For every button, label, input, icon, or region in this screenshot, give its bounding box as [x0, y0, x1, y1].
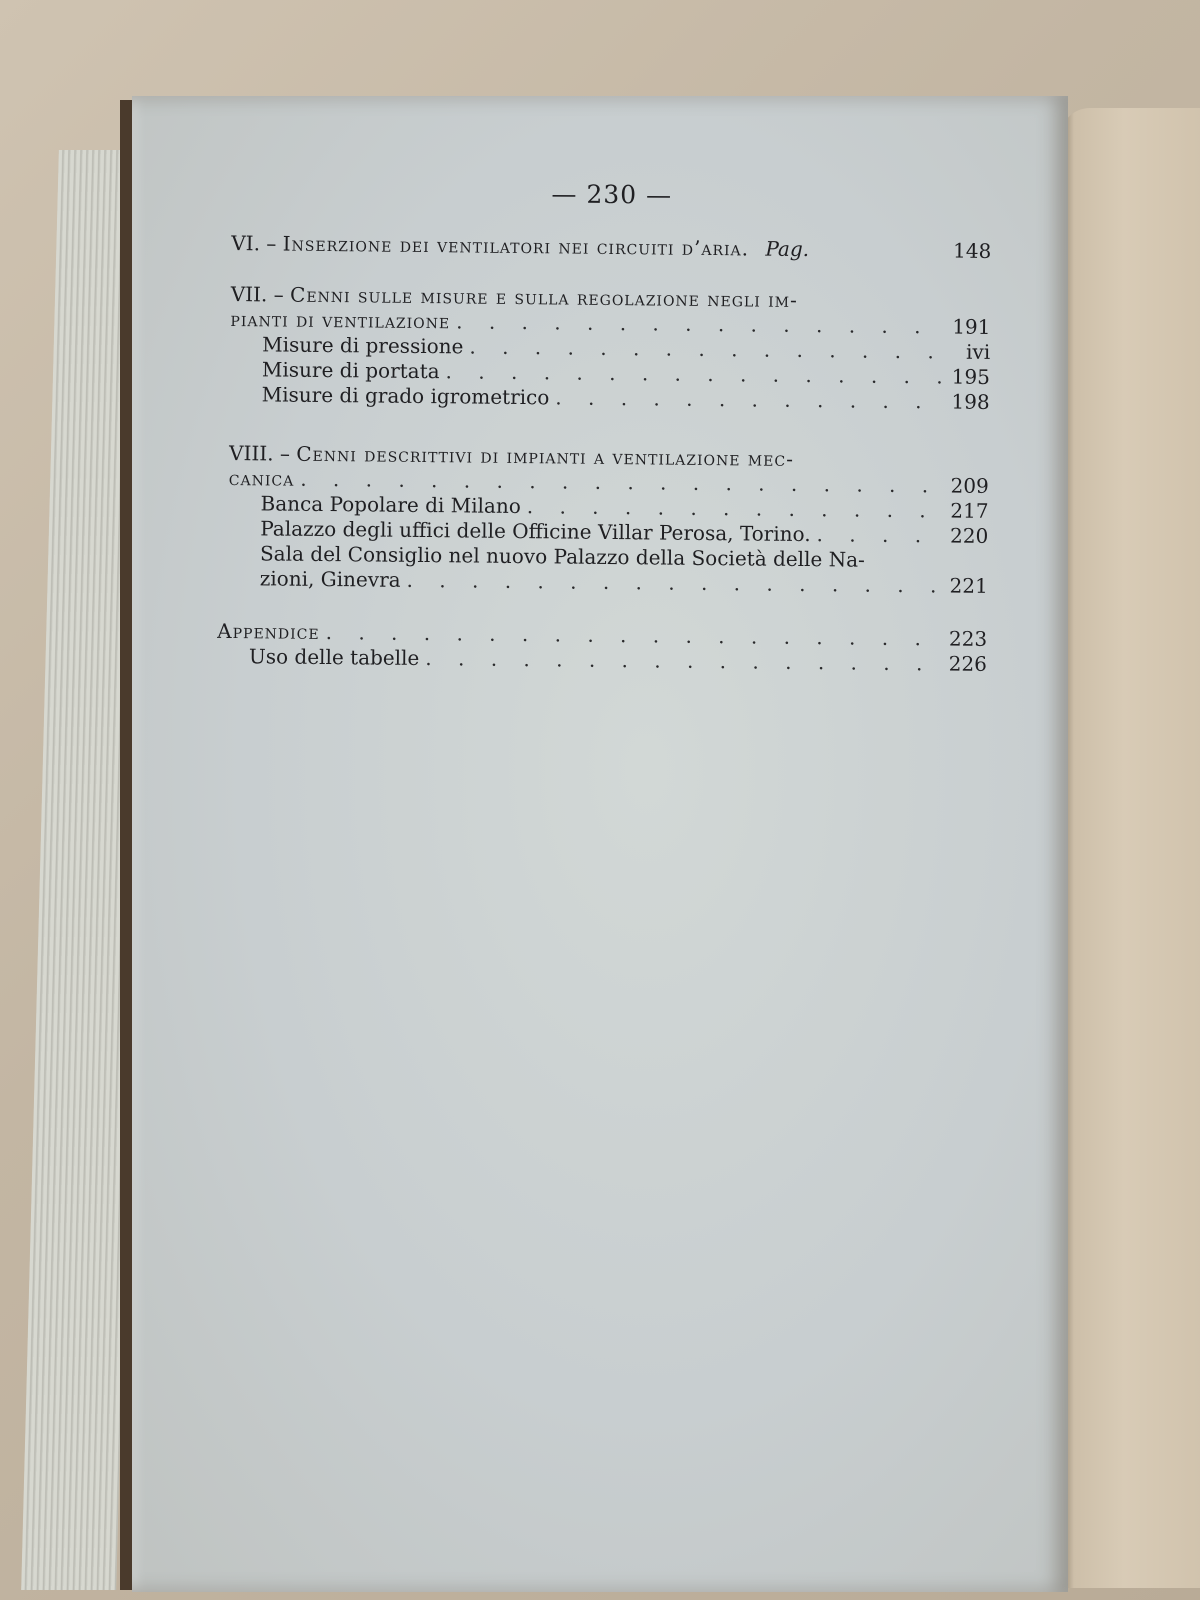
chapter-title-line-2: canica [228, 465, 295, 491]
page-ref: 223 [948, 626, 988, 651]
page-ref: 198 [951, 389, 990, 414]
page-ref: 195 [951, 364, 991, 389]
chapter-number: VI. – [231, 230, 277, 256]
subentry-label: Misure di pressione [262, 332, 464, 359]
chapter-title-line-1: Cenni sulle misure e sulla regolazione negli im- [289, 282, 798, 312]
dot-leader [406, 568, 941, 599]
chapter-vi [231, 231, 991, 264]
subentry-label: Misure di grado igrometrico [261, 382, 550, 410]
dot-leader [816, 522, 942, 548]
page-ref: 148 [952, 238, 992, 263]
subentry-label-line-2: zioni, Ginevra [259, 566, 401, 592]
toc-entry [231, 231, 991, 264]
facing-page [1060, 108, 1200, 1588]
page-ref: 226 [948, 651, 988, 676]
page-ref: 209 [950, 473, 989, 498]
subentry-label: Uso delle tabelle [248, 644, 420, 670]
appendix-label: Appendice [217, 618, 320, 644]
toc-subentry-line-1: Sala del Consiglio nel nuovo Palazzo della Società delle Na- [259, 541, 865, 572]
subentry-label: Misure di portata [261, 357, 440, 384]
dot-leader [555, 385, 944, 414]
pag-label: Pag. [765, 236, 810, 262]
page-ref: 220 [949, 523, 989, 548]
chapter-title: Inserzione dei ventilatori nei circuiti d’aria. [282, 231, 750, 261]
chapter-title-line-2: pianti di ventilazione [230, 306, 451, 334]
appendix [217, 619, 987, 677]
book-page [132, 96, 1068, 1592]
subentry-label: Banca Popolare di Milano [260, 491, 521, 519]
page-ref: 221 [949, 573, 988, 598]
chapter-title-line-1: Cenni descrittivi di impianti a ventilazione mec- [296, 441, 795, 471]
chapter-viii [228, 441, 990, 599]
chapter-number: VII. – [230, 281, 284, 307]
dot-leader [425, 646, 941, 676]
subentry-label: Palazzo degli uffici delle Officine Villar Perosa, Torino. [260, 516, 811, 547]
table-of-contents [217, 176, 992, 677]
page-ref: ivi [965, 339, 991, 364]
page-ref: 191 [952, 314, 991, 339]
page-ref: 217 [950, 498, 989, 523]
page-number: — 230 — [551, 179, 673, 210]
chapter-number: VIII. – [228, 440, 291, 466]
chapter-vii [230, 282, 991, 415]
